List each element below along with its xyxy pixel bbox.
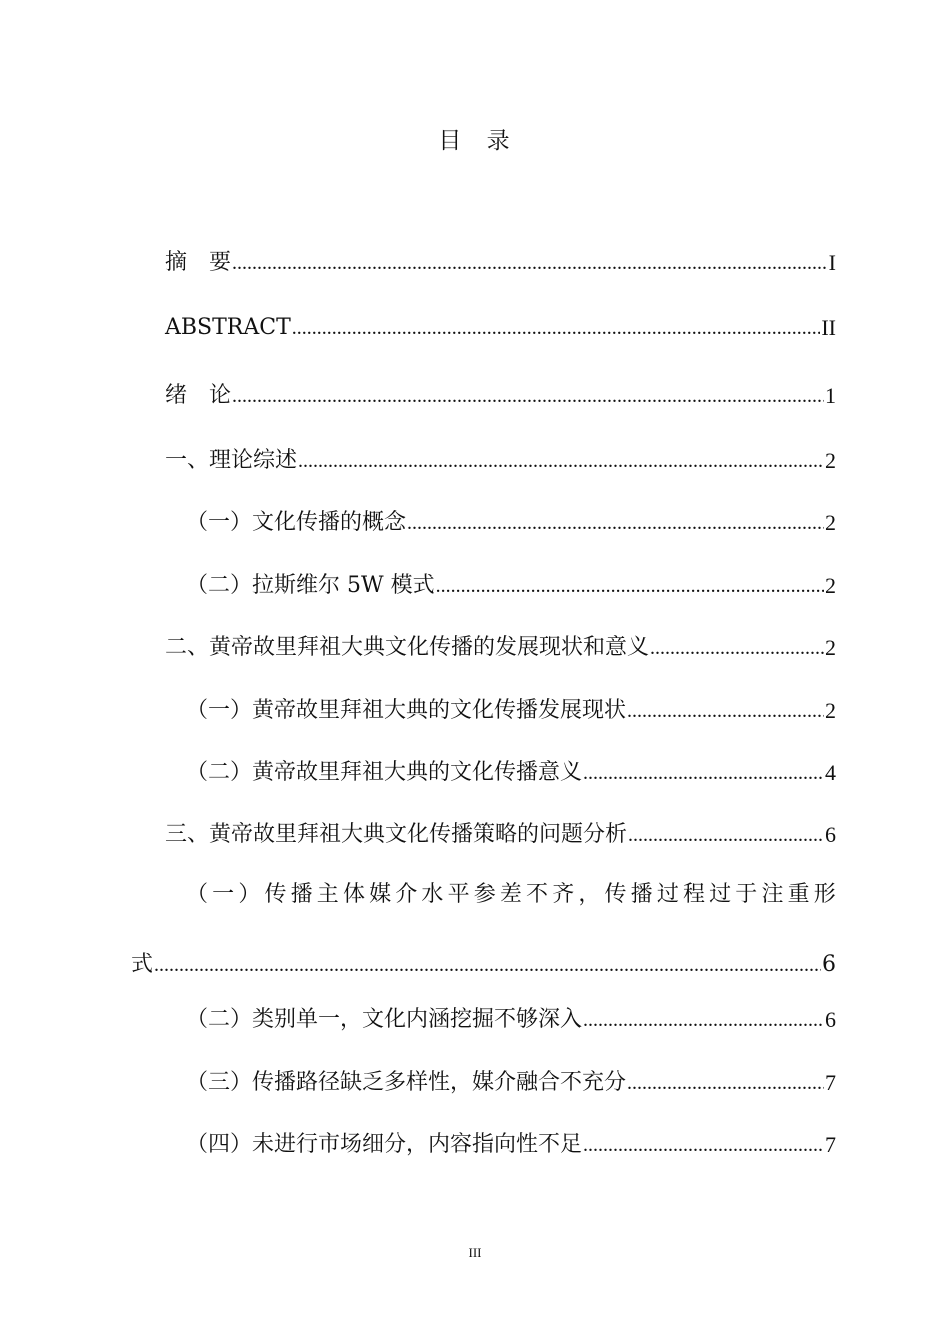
dot-leader [583, 758, 824, 788]
toc-entry-char: 体 [342, 882, 365, 907]
toc-entry-text: 式 [131, 952, 154, 977]
toc-entry-page: 2 [825, 635, 836, 660]
toc-entry-text: 摘 要 [165, 250, 232, 275]
toc-entry-page: 2 [825, 573, 836, 598]
toc-entry-text: 二、黄帝故里拜祖大典文化传播的发展现状和意义 [165, 635, 650, 660]
toc-entry-section-3-3[interactable] [186, 1058, 836, 1098]
toc-entry-text: ABSTRACT [165, 315, 291, 340]
toc-entry-page: 2 [825, 510, 836, 535]
toc-entry-page: 4 [825, 760, 836, 785]
toc-entry-page: 7 [825, 1070, 836, 1095]
toc-entry-text: （四）未进行市场细分，内容指向性不足 [186, 1132, 583, 1157]
toc-entry-char: 参 [473, 882, 496, 907]
toc-entry-char: 差 [499, 882, 522, 907]
toc-entry-page: 6 [822, 952, 836, 977]
toc-entry-page: 1 [825, 383, 836, 408]
toc-entry-page: 7 [825, 1132, 836, 1157]
toc-entry-page: 6 [825, 822, 836, 847]
toc-entry-char: （ [186, 882, 209, 907]
toc-entry-char: ， [578, 882, 601, 907]
toc-entry-page: 2 [825, 448, 836, 473]
dot-leader [627, 1068, 824, 1098]
toc-entry-char: 介 [395, 882, 418, 907]
toc-entry-char: 主 [316, 882, 339, 907]
toc-entry-abstract-en[interactable] [165, 303, 836, 343]
toc-entry-char: 不 [526, 882, 549, 907]
dot-leader [627, 696, 824, 726]
toc-entry-text: （一）黄帝故里拜祖大典的文化传播发展现状 [186, 698, 627, 723]
toc-entry-char: 传 [264, 882, 287, 907]
toc-entry-text: （二）类别单一，文化内涵挖掘不够深入 [186, 1007, 583, 1032]
dot-leader [628, 820, 824, 850]
toc-entry-text: （三）传播路径缺乏多样性，媒介融合不充分 [186, 1070, 627, 1095]
toc-entry-section-1-2[interactable] [186, 561, 836, 601]
toc-entry-page: 2 [825, 698, 836, 723]
toc-entry-section-2-1[interactable] [186, 686, 836, 726]
dot-leader [583, 1130, 824, 1160]
dot-leader [232, 248, 828, 278]
dot-leader [292, 313, 821, 343]
toc-entry-char: 媒 [369, 882, 392, 907]
toc-entry-char: 过 [709, 882, 732, 907]
dot-leader [232, 381, 824, 411]
toc-entry-text: 三、黄帝故里拜祖大典文化传播策略的问题分析 [165, 822, 628, 847]
toc-entry-char: 形 [813, 882, 836, 907]
footer-page-number: III [468, 1245, 482, 1260]
toc-entry-char: 齐 [552, 882, 575, 907]
toc-title-char: 录 [486, 128, 512, 154]
toc-entry-section-3-1-line2[interactable] [131, 940, 836, 980]
toc-entry-char: 传 [604, 882, 627, 907]
toc-entry-char: 过 [656, 882, 679, 907]
toc-entry-char: 水 [421, 882, 444, 907]
toc-entry-section-3-1-line1[interactable] [186, 880, 836, 920]
toc-entry-char: 重 [787, 882, 810, 907]
toc-entry-char: 于 [735, 882, 758, 907]
toc-entry-text: 绪 论 [165, 383, 232, 408]
toc-entry-page: I [828, 250, 836, 275]
dot-leader [154, 950, 821, 980]
toc-entry-chapter-2[interactable] [165, 623, 836, 663]
toc-title-char: 目 [438, 128, 464, 154]
toc-entry-section-2-2[interactable] [186, 748, 836, 788]
dot-leader [298, 446, 824, 476]
toc-entry-abstract-cn[interactable] [165, 238, 836, 278]
dot-leader [650, 633, 824, 663]
toc-entry-section-1-1[interactable] [186, 498, 836, 538]
toc-title [0, 122, 950, 155]
toc-entry-text: （二）黄帝故里拜祖大典的文化传播意义 [186, 760, 583, 785]
dot-leader [436, 571, 824, 601]
toc-entry-page: 6 [825, 1007, 836, 1032]
toc-entry-text: （一）文化传播的概念 [186, 510, 407, 535]
toc-entry-section-3-2[interactable] [186, 995, 836, 1035]
toc-entry-text: 一、理论综述 [165, 448, 298, 473]
toc-entry-char: 平 [447, 882, 470, 907]
toc-entry-char: 程 [682, 882, 705, 907]
dot-leader [583, 1005, 824, 1035]
toc-entry-char: 播 [290, 882, 313, 907]
toc-entry-chapter-3[interactable] [165, 810, 836, 850]
toc-entry-char: 注 [761, 882, 784, 907]
toc-entry-chapter-1[interactable] [165, 436, 836, 476]
toc-entry-char: 播 [630, 882, 653, 907]
toc-entry-section-3-4[interactable] [186, 1120, 836, 1160]
toc-entry-introduction[interactable] [165, 371, 836, 411]
dot-leader [407, 508, 824, 538]
toc-entry-page: II [821, 315, 836, 340]
toc-entry-text: （二）拉斯维尔 5W 模式 [186, 573, 435, 598]
toc-entry-char: 一 [212, 882, 235, 907]
toc-entry-char: ） [238, 882, 261, 907]
